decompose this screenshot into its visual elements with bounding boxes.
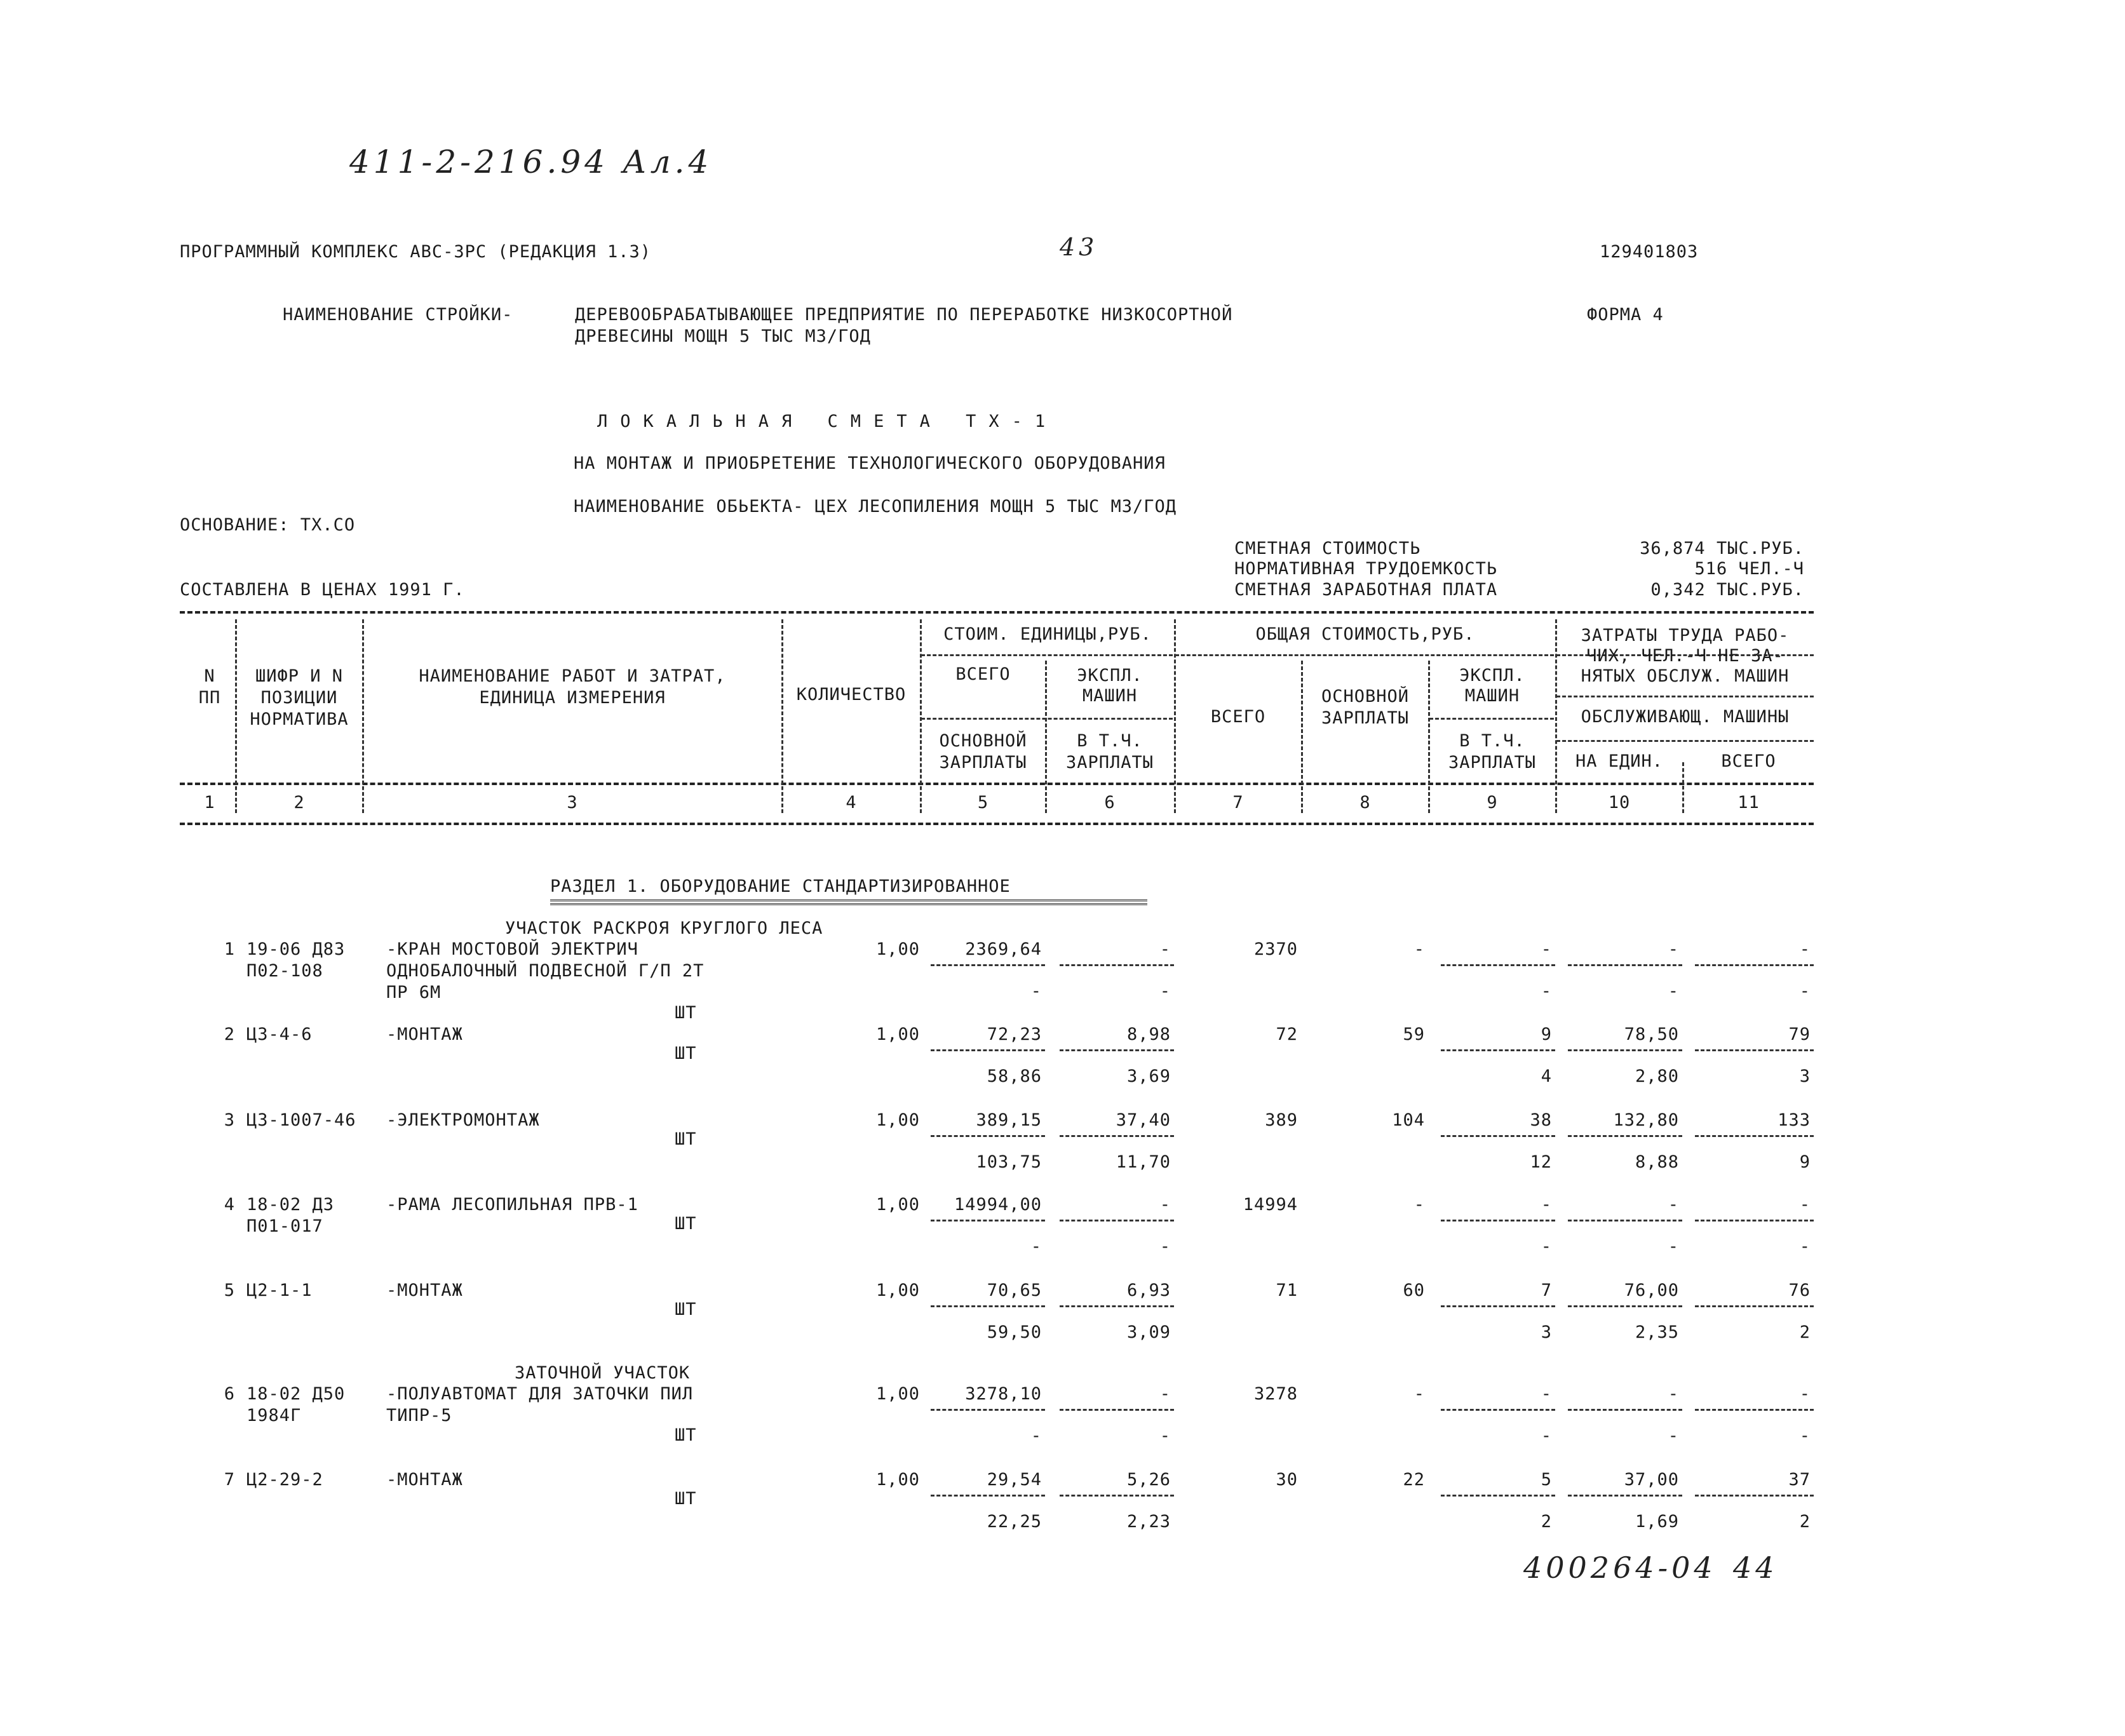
row-5-rule-c10	[1568, 1305, 1682, 1307]
row-3-c10b: 8,88	[1635, 1152, 1679, 1172]
row-6-c10: -	[1668, 1384, 1679, 1404]
summary-label-labor: НОРМАТИВНАЯ ТРУДОЕМКОСТЬ	[1234, 559, 1498, 579]
unit-cost-group-rule	[921, 654, 1173, 656]
row-5-c9: 7	[1541, 1281, 1552, 1300]
price-level: СОСТАВЛЕНА В ЦЕНАХ 1991 Г.	[180, 580, 465, 600]
row-2-c11: 79	[1788, 1025, 1811, 1044]
row-4-code: 18-02 Д3 П01-017	[246, 1195, 335, 1236]
row-4-c8: -	[1413, 1195, 1425, 1215]
construction-name-line1: ДЕРЕВООБРАБАТЫВАЮЩЕЕ ПРЕДПРИЯТИЕ ПО ПЕРЕРАБОТКЕ НИЗКОСОРТНОЙ	[575, 305, 1233, 325]
row-3-rule-c6	[1060, 1135, 1174, 1137]
row-1-c11: -	[1799, 939, 1811, 959]
column-number-9: 9	[1487, 793, 1498, 812]
row-1-c9b: -	[1541, 981, 1552, 1001]
row-7-name: -МОНТАЖ	[386, 1470, 463, 1490]
row-3-code: Ц3-1007-46	[246, 1110, 356, 1130]
row-4-unit: ШТ	[675, 1214, 697, 1234]
row-2-unit: ШТ	[675, 1044, 697, 1063]
row-3-unit: ШТ	[675, 1129, 697, 1149]
document-code: 129401803	[1600, 242, 1699, 262]
basis: ОСНОВАНИЕ: ТХ.СО	[180, 515, 356, 535]
row-6-c7: 3278	[1253, 1384, 1298, 1404]
row-5-unit: ШТ	[675, 1300, 697, 1319]
row-1-rule-c11	[1695, 964, 1814, 966]
row-6-c9b: -	[1541, 1426, 1552, 1446]
row-6-unit: ШТ	[675, 1425, 697, 1445]
row-1-c6b: -	[1159, 981, 1171, 1001]
row-5-rule-c9	[1441, 1305, 1555, 1307]
row-1-c10b: -	[1668, 981, 1679, 1001]
row-6-c6: -	[1159, 1384, 1171, 1404]
row-1-unit: ШТ	[675, 1003, 697, 1023]
row-6-rule-c9	[1441, 1409, 1555, 1411]
row-2-rule-c6	[1060, 1049, 1174, 1051]
row-1-rule-c10	[1568, 964, 1682, 966]
table-top-border	[180, 611, 1814, 614]
row-4-c9b: -	[1541, 1237, 1552, 1256]
header-unit-cost-group: СТОИМ. ЕДИНИЦЫ,РУБ.	[943, 624, 1152, 644]
row-2-c5b: 58,86	[987, 1066, 1042, 1086]
column-number-4: 4	[846, 793, 857, 812]
row-7-c9b: 2	[1541, 1512, 1552, 1531]
row-1-c7: 2370	[1253, 939, 1298, 959]
row-7-rule-c10	[1568, 1495, 1682, 1497]
row-4-rule-c5	[931, 1220, 1045, 1221]
column-number-2: 2	[293, 793, 305, 812]
program-name: ПРОГРАММНЫЙ КОМПЛЕКС АВС-3РС (РЕДАКЦИЯ 1.3)	[180, 242, 651, 262]
row-2-c9: 9	[1541, 1025, 1552, 1044]
table-header-bottom-border	[180, 783, 1814, 785]
row-4-c7: 14994	[1243, 1195, 1298, 1215]
row-1-rule-c6	[1060, 964, 1174, 966]
row-5-c5: 70,65	[987, 1281, 1042, 1300]
row-1-rule-c9	[1441, 964, 1555, 966]
row-6-c10b: -	[1668, 1426, 1679, 1446]
row-2-rule-c5	[931, 1049, 1045, 1051]
row-1-n: 1	[224, 939, 235, 959]
row-5-code: Ц2-1-1	[246, 1281, 313, 1300]
column-number-6: 6	[1104, 793, 1116, 812]
row-7-c10b: 1,69	[1635, 1512, 1679, 1531]
row-6-c5: 3278,10	[965, 1384, 1042, 1404]
row-7-c11b: 2	[1799, 1512, 1811, 1531]
row-4-c9: -	[1541, 1195, 1552, 1215]
row-2-c10b: 2,80	[1635, 1066, 1679, 1086]
total-group-rule	[1175, 654, 1554, 656]
row-6-code: 18-02 Д50 1984Г	[246, 1384, 346, 1425]
row-4-c6b: -	[1159, 1237, 1171, 1256]
row-4-c10b: -	[1668, 1237, 1679, 1256]
row-5-rule-c6	[1060, 1305, 1174, 1307]
row-3-rule-c5	[931, 1135, 1045, 1137]
header-col-name: НАИМЕНОВАНИЕ РАБОТ И ЗАТРАТ, ЕДИНИЦА ИЗМЕРЕНИЯ	[419, 666, 726, 708]
row-7-c11: 37	[1788, 1470, 1811, 1490]
row-2-c8: 59	[1403, 1025, 1425, 1044]
row-2-rule-c10	[1568, 1049, 1682, 1051]
row-6-rule-c5	[931, 1409, 1045, 1411]
total-machines-sub-rule	[1429, 718, 1554, 720]
handwritten-bottom-code: 400264-04	[1523, 1551, 1717, 1585]
row-1-name: -КРАН МОСТОВОЙ ЭЛЕКТРИЧ ОДНОБАЛОЧНЫЙ ПОДВЕСНОЙ Г/П 2Т ПР 6М	[386, 939, 705, 1002]
row-2-c10: 78,50	[1624, 1025, 1679, 1044]
row-4-rule-c11	[1695, 1220, 1814, 1221]
header-total-machines: ЭКСПЛ. МАШИН	[1459, 666, 1525, 706]
col-sep-7	[1301, 661, 1303, 813]
summary-value-cost: 36,874 ТЫС.РУБ.	[1640, 539, 1804, 558]
header-total-all: ВСЕГО	[1210, 707, 1266, 727]
form-label: ФОРМА 4	[1587, 305, 1664, 325]
construction-label: НАИМЕНОВАНИЕ СТРОЙКИ-	[283, 305, 513, 325]
row-5-rule-c5	[931, 1305, 1045, 1307]
header-total-base-wage: ОСНОВНОЙ ЗАРПЛАТЫ	[1321, 687, 1410, 728]
row-6-c11: -	[1799, 1384, 1811, 1404]
row-6-c5b: -	[1030, 1426, 1042, 1446]
row-1-rule-c5	[931, 964, 1045, 966]
row-7-c10: 37,00	[1624, 1470, 1679, 1490]
handwritten-bottom-page: 44	[1733, 1551, 1778, 1585]
row-1-c6: -	[1159, 939, 1171, 959]
row-2-n: 2	[224, 1025, 235, 1044]
row-5-n: 5	[224, 1281, 235, 1300]
row-5-c7: 71	[1276, 1281, 1298, 1300]
row-5-c11: 76	[1788, 1281, 1811, 1300]
header-labor-group: ЗАТРАТЫ ТРУДА РАБО- ЧИХ, ЧЕЛ.-Ч НЕ ЗА- НЯТЫХ ОБСЛУЖ. МАШИН	[1581, 626, 1790, 686]
header-unit-incl-wage: В Т.Ч. ЗАРПЛАТЫ	[1065, 731, 1154, 772]
col-sep-3	[781, 619, 783, 813]
column-number-8: 8	[1359, 793, 1371, 812]
header-unit-base-wage: ОСНОВНОЙ ЗАРПЛАТЫ	[939, 731, 1027, 772]
handwritten-doc-code: 411-2-216.94 Ал.4	[349, 144, 713, 180]
row-2-name: -МОНТАЖ	[386, 1025, 463, 1044]
row-4-name: -РАМА ЛЕСОПИЛЬНАЯ ПРВ-1	[386, 1195, 638, 1215]
row-4-rule-c9	[1441, 1220, 1555, 1221]
section-title-underline	[550, 899, 1147, 905]
row-5-c8: 60	[1403, 1281, 1425, 1300]
row-6-rule-c10	[1568, 1409, 1682, 1411]
row-5-c10: 76,00	[1624, 1281, 1679, 1300]
row-4-rule-c10	[1568, 1220, 1682, 1221]
row-2-c11b: 3	[1799, 1066, 1811, 1086]
header-col-number: N ПП	[198, 666, 221, 708]
row-3-c11: 133	[1778, 1110, 1811, 1130]
construction-name-line2: ДРЕВЕСИНЫ МОЩН 5 ТЫС М3/ГОД	[575, 326, 871, 346]
row-3-c9b: 12	[1530, 1152, 1552, 1172]
column-number-5: 5	[977, 793, 989, 812]
column-number-7: 7	[1232, 793, 1244, 812]
subsection-sharpening: ЗАТОЧНОЙ УЧАСТОК	[515, 1363, 691, 1383]
row-2-rule-c11	[1695, 1049, 1814, 1051]
row-1-c10: -	[1668, 939, 1679, 959]
row-6-rule-c11	[1695, 1409, 1814, 1411]
header-col-code: ШИФР И N ПОЗИЦИИ НОРМАТИВА	[250, 666, 349, 729]
header-unit-machines: ЭКСПЛ. МАШИН	[1077, 666, 1143, 706]
summary-value-labor: 516 ЧЕЛ.-Ч	[1694, 559, 1804, 579]
header-labor-service: ОБСЛУЖИВАЮЩ. МАШИНЫ	[1581, 707, 1790, 727]
row-2-c6: 8,98	[1126, 1025, 1171, 1044]
row-4-c5: 14994,00	[954, 1195, 1042, 1215]
row-3-name: -ЭЛЕКТРОМОНТАЖ	[386, 1110, 540, 1130]
header-labor-per-unit: НА ЕДИН.	[1575, 751, 1664, 771]
row-4-c5b: -	[1030, 1237, 1042, 1256]
row-1-code: 19-06 Д83 П02-108	[246, 939, 346, 981]
row-7-unit: ШТ	[675, 1489, 697, 1509]
row-4-c6: -	[1159, 1195, 1171, 1215]
row-6-c11b: -	[1799, 1426, 1811, 1446]
row-3-rule-c11	[1695, 1135, 1814, 1137]
summary-label-cost: СМЕТНАЯ СТОИМОСТЬ	[1234, 539, 1421, 558]
row-3-qty: 1,00	[875, 1110, 920, 1130]
row-2-rule-c9	[1441, 1049, 1555, 1051]
row-5-c5b: 59,50	[987, 1322, 1042, 1342]
row-5-c9b: 3	[1541, 1322, 1552, 1342]
row-7-rule-c5	[931, 1495, 1045, 1497]
column-number-10: 10	[1608, 793, 1631, 812]
summary-label-wage: СМЕТНАЯ ЗАРАБОТНАЯ ПЛАТА	[1234, 580, 1498, 600]
row-4-qty: 1,00	[875, 1195, 920, 1215]
row-3-n: 3	[224, 1110, 235, 1130]
row-3-c9: 38	[1530, 1110, 1552, 1130]
row-5-name: -МОНТАЖ	[386, 1281, 463, 1300]
labor-sub-rule-1	[1556, 696, 1814, 697]
row-7-c6: 5,26	[1126, 1470, 1171, 1490]
section-title: РАЗДЕЛ 1. ОБОРУДОВАНИЕ СТАНДАРТИЗИРОВАННОЕ	[550, 877, 1011, 896]
row-2-c5: 72,23	[987, 1025, 1042, 1044]
row-1-qty: 1,00	[875, 939, 920, 959]
row-7-c5b: 22,25	[987, 1512, 1042, 1531]
row-4-c10: -	[1668, 1195, 1679, 1215]
row-5-qty: 1,00	[875, 1281, 920, 1300]
row-2-c6b: 3,69	[1126, 1066, 1171, 1086]
unit-cost-sub-rule	[921, 718, 1173, 720]
header-unit-total: ВСЕГО	[955, 664, 1011, 684]
table-numbers-bottom-border	[180, 823, 1814, 825]
row-2-code: Ц3-4-6	[246, 1025, 313, 1044]
row-7-c8: 22	[1403, 1470, 1425, 1490]
row-7-qty: 1,00	[875, 1470, 920, 1490]
row-7-n: 7	[224, 1470, 235, 1490]
column-number-1: 1	[204, 793, 215, 812]
row-2-qty: 1,00	[875, 1025, 920, 1044]
row-5-c6: 6,93	[1126, 1281, 1171, 1300]
row-7-c5: 29,54	[987, 1470, 1042, 1490]
row-5-c10b: 2,35	[1635, 1322, 1679, 1342]
row-5-c11b: 2	[1799, 1322, 1811, 1342]
col-sep-4	[920, 619, 922, 813]
row-3-c5: 389,15	[976, 1110, 1042, 1130]
row-3-c6b: 11,70	[1116, 1152, 1171, 1172]
row-6-n: 6	[224, 1384, 235, 1404]
labor-sub-rule-2	[1556, 740, 1814, 742]
row-7-rule-c9	[1441, 1495, 1555, 1497]
row-2-c7: 72	[1276, 1025, 1298, 1044]
row-7-c7: 30	[1276, 1470, 1298, 1490]
header-total-group: ОБЩАЯ СТОИМОСТЬ,РУБ.	[1255, 624, 1475, 644]
row-3-c7: 389	[1265, 1110, 1298, 1130]
row-7-c9: 5	[1541, 1470, 1552, 1490]
row-5-rule-c11	[1695, 1305, 1814, 1307]
row-3-c11b: 9	[1799, 1152, 1811, 1172]
subsection-sawing: УЧАСТОК РАСКРОЯ КРУГЛОГО ЛЕСА	[505, 918, 823, 938]
header-col-quantity: КОЛИЧЕСТВО	[796, 685, 907, 704]
row-4-rule-c6	[1060, 1220, 1174, 1221]
column-number-11: 11	[1737, 793, 1760, 812]
column-number-3: 3	[567, 793, 578, 812]
row-1-c9: -	[1541, 939, 1552, 959]
object-name: НАИМЕНОВАНИЕ ОБЬЕКТА- ЦЕХ ЛЕСОПИЛЕНИЯ МОЩН 5 ТЫС М3/ГОД	[574, 497, 1177, 516]
row-3-c10: 132,80	[1613, 1110, 1679, 1130]
row-5-c6b: 3,09	[1126, 1322, 1171, 1342]
row-3-c8: 104	[1392, 1110, 1425, 1130]
row-7-rule-c6	[1060, 1495, 1174, 1497]
summary-value-wage: 0,342 ТЫС.РУБ.	[1650, 580, 1804, 600]
col-sep-2	[362, 619, 364, 813]
handwritten-page-number: 43	[1060, 233, 1098, 261]
estimate-subtitle: НА МОНТАЖ И ПРИОБРЕТЕНИЕ ТЕХНОЛОГИЧЕСКОГО ОБОРУДОВАНИЯ	[574, 454, 1166, 473]
row-6-qty: 1,00	[875, 1384, 920, 1404]
row-3-rule-c9	[1441, 1135, 1555, 1137]
row-1-c5b: -	[1030, 981, 1042, 1001]
row-2-c9b: 4	[1541, 1066, 1552, 1086]
row-1-c5: 2369,64	[965, 939, 1042, 959]
row-6-c9: -	[1541, 1384, 1552, 1404]
row-6-rule-c6	[1060, 1409, 1174, 1411]
header-total-incl-wage: В Т.Ч. ЗАРПЛАТЫ	[1448, 731, 1537, 772]
row-7-rule-c11	[1695, 1495, 1814, 1497]
row-4-c11b: -	[1799, 1237, 1811, 1256]
row-6-c6b: -	[1159, 1426, 1171, 1446]
estimate-title: ЛОКАЛЬНАЯ СМЕТА ТХ-1	[597, 412, 1058, 431]
row-1-c11b: -	[1799, 981, 1811, 1001]
row-7-code: Ц2-29-2	[246, 1470, 323, 1490]
row-7-c6b: 2,23	[1126, 1512, 1171, 1531]
row-1-c8: -	[1413, 939, 1425, 959]
row-6-c8: -	[1413, 1384, 1425, 1404]
row-6-name: -ПОЛУАВТОМАТ ДЛЯ ЗАТОЧКИ ПИЛ ТИПР-5	[386, 1384, 694, 1425]
row-4-c11: -	[1799, 1195, 1811, 1215]
row-4-n: 4	[224, 1195, 235, 1215]
header-labor-total: ВСЕГО	[1721, 751, 1776, 771]
row-3-c5b: 103,75	[976, 1152, 1042, 1172]
row-3-c6: 37,40	[1116, 1110, 1171, 1130]
row-3-rule-c10	[1568, 1135, 1682, 1137]
